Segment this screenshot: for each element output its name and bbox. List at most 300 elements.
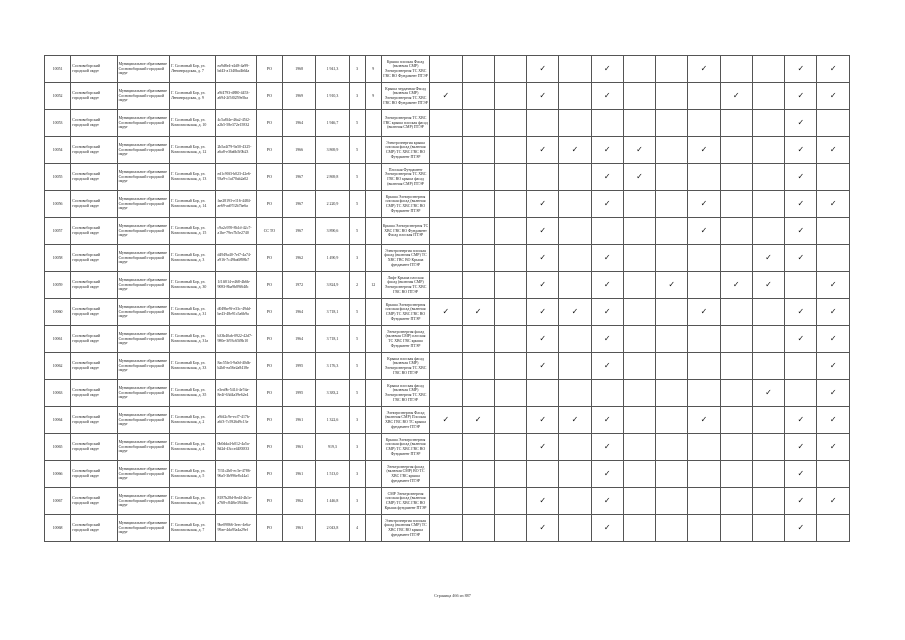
work-check-cell (527, 515, 559, 542)
work-check-cell (817, 218, 850, 245)
work-check-cell (494, 461, 526, 488)
work-check-cell (752, 83, 784, 110)
work-check-cell (494, 299, 526, 326)
address-cell: Г. Сосновый Бор, ул. Ленинградская, д. 7 (170, 56, 216, 83)
work-check-cell (462, 272, 494, 299)
work-check-cell (430, 218, 462, 245)
work-check-cell (720, 461, 752, 488)
work-check-cell (559, 353, 591, 380)
guid-cell: ea9d8e4-e2d8-4a99-bd43-a1340ba4b64a (216, 56, 256, 83)
work-check-cell (785, 488, 817, 515)
work-check-cell (656, 164, 688, 191)
check-icon: ✓ (539, 414, 547, 424)
work-check-cell (430, 272, 462, 299)
work-check-cell (656, 515, 688, 542)
work-check-cell (752, 380, 784, 407)
address-cell: Г. Сосновый Бор, ул. Комсомольская, д. 12 (170, 137, 216, 164)
year-cell: 1967 (283, 191, 316, 218)
work-check-cell (817, 245, 850, 272)
work-check-cell (559, 191, 591, 218)
work-check-cell (559, 515, 591, 542)
works-list-cell: Крыша Электроэнергия плоская фасад (включая СМР) ТС ХВС ГВС ВО Фундамент ПТЭР (381, 191, 429, 218)
work-check-cell (462, 380, 494, 407)
work-check-cell (720, 245, 752, 272)
work-check-cell (430, 164, 462, 191)
work-check-cell (688, 191, 720, 218)
work-check-cell (591, 272, 623, 299)
work-check-cell (688, 164, 720, 191)
work-check-cell (752, 461, 784, 488)
works-list-cell: Электроэнергия плоская фасад (включая СМР) ТС ХВС ГВС ВО Крыша фундамент ПТЭР (381, 245, 429, 272)
work-check-cell (817, 56, 850, 83)
floors-cell: 3 (349, 434, 365, 461)
row-number: 10066 (45, 461, 71, 488)
work-check-cell (656, 245, 688, 272)
work-check-cell (656, 326, 688, 353)
region-cell: Сосновоборский городской округ (71, 299, 117, 326)
year-cell: 1969 (283, 83, 316, 110)
check-icon: ✓ (603, 144, 611, 154)
work-check-cell (559, 110, 591, 137)
region-cell: Сосновоборский городской округ (71, 56, 117, 83)
address-cell: Г. Сосновый Бор, ул. Комсомольская, д. 30 (170, 272, 216, 299)
work-check-cell (527, 272, 559, 299)
work-check-cell (688, 434, 720, 461)
work-check-cell (462, 488, 494, 515)
work-check-cell (462, 245, 494, 272)
fund-type-cell: РО (256, 83, 282, 110)
work-check-cell (817, 137, 850, 164)
work-check-cell (817, 461, 850, 488)
work-check-cell (527, 83, 559, 110)
work-check-cell (494, 56, 526, 83)
check-icon: ✓ (603, 63, 611, 73)
year-cell: 1967 (283, 218, 316, 245)
work-check-cell (720, 218, 752, 245)
check-icon: ✓ (700, 414, 708, 424)
year-cell: 1962 (283, 245, 316, 272)
check-icon: ✓ (829, 387, 837, 397)
work-check-cell (494, 137, 526, 164)
work-check-cell (656, 353, 688, 380)
check-icon: ✓ (797, 117, 805, 127)
work-check-cell (591, 407, 623, 434)
work-check-cell (688, 515, 720, 542)
work-check-cell (494, 488, 526, 515)
fund-type-cell: РО (256, 245, 282, 272)
fund-type-cell: РО (256, 110, 282, 137)
work-check-cell (559, 218, 591, 245)
municipality-cell: Муниципальное образование Сосновоборский городской округ (117, 434, 169, 461)
entrances-cell (365, 434, 381, 461)
municipality-cell: Муниципальное образование Сосновоборский городской округ (117, 56, 169, 83)
entrances-cell (365, 353, 381, 380)
work-check-cell (623, 299, 655, 326)
work-check-cell (785, 326, 817, 353)
address-cell: Г. Сосновый Бор, ул. Комсомольская, д. 31а (170, 326, 216, 353)
work-check-cell (817, 110, 850, 137)
work-check-cell (494, 245, 526, 272)
work-check-cell (656, 380, 688, 407)
year-cell: 1961 (283, 434, 316, 461)
check-icon: ✓ (636, 144, 643, 154)
work-check-cell (817, 299, 850, 326)
work-check-cell (752, 515, 784, 542)
table-row (45, 380, 850, 407)
check-icon: ✓ (797, 306, 805, 316)
municipality-cell: Муниципальное образование Сосновоборский городской округ (117, 245, 169, 272)
check-icon: ✓ (603, 414, 611, 424)
work-check-cell (752, 272, 784, 299)
municipality-cell: Муниципальное образование Сосновоборский городской округ (117, 218, 169, 245)
work-check-cell (785, 191, 817, 218)
work-check-cell (752, 299, 784, 326)
works-list-cell: Электроэнергия Фасад (включая СМР) Плоская ХВС ГВС ВО ТС крыша фундамент ПТЭР (381, 407, 429, 434)
work-check-cell (494, 191, 526, 218)
work-check-cell (462, 326, 494, 353)
table-row (45, 434, 850, 461)
address-cell: Г. Сосновый Бор, ул. Ленинградская, д. 9 (170, 83, 216, 110)
work-check-cell (688, 272, 720, 299)
works-list-cell: Крыша плоская фасад (включая СМР) Электроэнергия ТС ХВС ГВС ВО ПТЭР (381, 380, 429, 407)
work-check-cell (720, 299, 752, 326)
area-cell: 3 824,9 (316, 272, 349, 299)
address-cell: Г. Сосновый Бор, ул. Комсомольская, д. 4 (170, 434, 216, 461)
work-check-cell (494, 434, 526, 461)
area-cell: 1 490,9 (316, 245, 349, 272)
check-icon: ✓ (797, 90, 805, 100)
work-check-cell (559, 272, 591, 299)
page-footer: Страница 466 из 887 (434, 593, 471, 598)
work-check-cell (720, 353, 752, 380)
floors-cell: 5 (349, 299, 365, 326)
work-check-cell (559, 137, 591, 164)
floors-cell: 4 (349, 515, 365, 542)
check-icon: ✓ (539, 144, 547, 154)
entrances-cell (365, 515, 381, 542)
region-cell: Сосновоборский городской округ (71, 461, 117, 488)
check-icon: ✓ (603, 333, 611, 343)
work-check-cell (656, 461, 688, 488)
table-row (45, 218, 850, 245)
area-cell: 1 513,0 (316, 461, 349, 488)
region-cell: Сосновоборский городской округ (71, 515, 117, 542)
floors-cell: 5 (349, 164, 365, 191)
check-icon: ✓ (539, 360, 547, 370)
work-check-cell (720, 326, 752, 353)
check-icon: ✓ (603, 198, 611, 208)
works-list-cell: Электроэнергия плоская фасад (включая СМР) ТС ХВС ГВС ВО крыша фундамент ПТЭР (381, 515, 429, 542)
row-number: 10061 (45, 326, 71, 353)
floors-cell: 3 (349, 245, 365, 272)
work-check-cell (785, 83, 817, 110)
check-icon: ✓ (571, 306, 579, 316)
work-check-cell (752, 137, 784, 164)
work-check-cell (591, 191, 623, 218)
table-row (45, 488, 850, 515)
work-check-cell (720, 380, 752, 407)
work-check-cell (656, 407, 688, 434)
work-check-cell (494, 110, 526, 137)
works-list-cell: Электроэнергия ТС ХВС ГВС крыша плоская фасад (включая СМР) ПТЭР (381, 110, 429, 137)
work-check-cell (688, 461, 720, 488)
row-number: 10056 (45, 191, 71, 218)
work-check-cell (430, 515, 462, 542)
works-list-cell: Электроэнергия фасад (включая СМР) плоская ТС ХВС ГВС крыша Фундамент ПТЭР (381, 326, 429, 353)
work-check-cell (817, 380, 850, 407)
work-check-cell (720, 56, 752, 83)
guid-cell: 8187b28d-8ed4-4b1e-a768-c84f6e3944bc (216, 488, 256, 515)
region-cell: Сосновоборский городской округ (71, 488, 117, 515)
row-number: 10055 (45, 164, 71, 191)
work-check-cell (462, 218, 494, 245)
row-number: 10052 (45, 83, 71, 110)
guid-cell: c9a2c959-8b1d-42c7-a1be-79ec7b5e2740 (216, 218, 256, 245)
guid-cell: 9be09866-3eec-4e6a-99ae-4da93a4a29ef (216, 515, 256, 542)
fund-type-cell: РО (256, 488, 282, 515)
entrances-cell: 9 (365, 83, 381, 110)
works-list-cell: Электроэнергия фасад (включая СМР) ВО ТС ХВС ГВС крыша фундамент ПТЭР (381, 461, 429, 488)
check-icon: ✓ (539, 279, 547, 289)
work-check-cell (720, 110, 752, 137)
floors-cell: 5 (349, 218, 365, 245)
check-icon: ✓ (700, 225, 708, 235)
fund-type-cell: РО (256, 461, 282, 488)
work-check-cell (591, 83, 623, 110)
table-row (45, 326, 850, 353)
work-check-cell (527, 56, 559, 83)
row-number: 10068 (45, 515, 71, 542)
address-cell: Г. Сосновый Бор, ул. Комсомольская, д. 6 (170, 488, 216, 515)
work-check-cell (494, 218, 526, 245)
guid-cell: d049be9f-e33c-49dd-be43-48e91c5a6b9a (216, 299, 256, 326)
fund-type-cell: СС ТО (256, 218, 282, 245)
fund-type-cell: РО (256, 407, 282, 434)
work-check-cell (430, 407, 462, 434)
work-check-cell (494, 380, 526, 407)
work-check-cell (720, 83, 752, 110)
work-check-cell (785, 434, 817, 461)
work-check-cell (559, 407, 591, 434)
work-check-cell (623, 434, 655, 461)
work-check-cell (430, 191, 462, 218)
work-check-cell (591, 515, 623, 542)
work-check-cell (720, 137, 752, 164)
work-check-cell (559, 56, 591, 83)
work-check-cell (752, 110, 784, 137)
check-icon: ✓ (797, 522, 805, 532)
municipality-cell: Муниципальное образование Сосновоборский городской округ (117, 137, 169, 164)
fund-type-cell: РО (256, 515, 282, 542)
floors-cell: 3 (349, 407, 365, 434)
work-check-cell (591, 488, 623, 515)
check-icon: ✓ (700, 63, 708, 73)
check-icon: ✓ (732, 90, 740, 100)
municipality-cell: Муниципальное образование Сосновоборский городской округ (117, 353, 169, 380)
check-icon: ✓ (732, 279, 740, 289)
work-check-cell (785, 137, 817, 164)
check-icon: ✓ (571, 414, 579, 424)
check-icon: ✓ (442, 90, 450, 100)
guid-cell: e3ea9b-5414-4e7da-8e4f-63d4a39e62e4 (216, 380, 256, 407)
address-cell: Г. Сосновый Бор, ул. Комсомольская, д. 2 (170, 407, 216, 434)
work-check-cell (752, 434, 784, 461)
address-cell: Г. Сосновый Бор, ул. Комсомольская, д. 15 (170, 218, 216, 245)
floors-cell: 5 (349, 110, 365, 137)
fund-type-cell: РО (256, 272, 282, 299)
entrances-cell (365, 407, 381, 434)
work-check-cell (559, 299, 591, 326)
work-check-cell (817, 434, 850, 461)
fund-type-cell: РО (256, 353, 282, 380)
entrances-cell (365, 110, 381, 137)
housing-register-table (44, 55, 850, 542)
work-check-cell (494, 353, 526, 380)
work-check-cell (785, 353, 817, 380)
works-list-cell: Лифт Крыша плоская фасад (включая СМР) Электроэнергия ТС ХВС ГВС ВО ПТЭР (381, 272, 429, 299)
area-cell: 1 946,7 (316, 110, 349, 137)
work-check-cell (494, 326, 526, 353)
row-number: 10060 (45, 299, 71, 326)
area-cell: 919,3 (316, 434, 349, 461)
table-row (45, 83, 850, 110)
work-check-cell (752, 218, 784, 245)
work-check-cell (752, 326, 784, 353)
check-icon: ✓ (700, 198, 708, 208)
work-check-cell (623, 515, 655, 542)
address-cell: Г. Сосновый Бор, ул. Комсомольская, д. 14 (170, 191, 216, 218)
municipality-cell: Муниципальное образование Сосновоборский городской округ (117, 299, 169, 326)
work-check-cell (817, 407, 850, 434)
guid-cell: b33b40ab-0922-42d7-980e-3f93c65f8b10 (216, 326, 256, 353)
region-cell: Сосновоборский городской округ (71, 272, 117, 299)
area-cell: 2 869,8 (316, 164, 349, 191)
area-cell: 3 718,1 (316, 299, 349, 326)
check-icon: ✓ (797, 198, 805, 208)
works-list-cell: Электроэнергия крыша плоская фасад (включая СМР) ТС ХВС ГВС ВО Фундамент ПТЭР (381, 137, 429, 164)
work-check-cell (623, 272, 655, 299)
check-icon: ✓ (603, 306, 611, 316)
municipality-cell: Муниципальное образование Сосновоборский городской округ (117, 164, 169, 191)
area-cell: 1 446,8 (316, 488, 349, 515)
work-check-cell (656, 272, 688, 299)
work-check-cell (785, 380, 817, 407)
work-check-cell (494, 515, 526, 542)
work-check-cell (527, 326, 559, 353)
work-check-cell (817, 488, 850, 515)
work-check-cell (688, 326, 720, 353)
floors-cell: 3 (349, 56, 365, 83)
floors-cell: 5 (349, 326, 365, 353)
work-check-cell (656, 56, 688, 83)
region-cell: Сосновоборский городской округ (71, 137, 117, 164)
table-row (45, 164, 850, 191)
work-check-cell (817, 83, 850, 110)
floors-cell: 3 (349, 461, 365, 488)
area-cell: 2 220,9 (316, 191, 349, 218)
work-check-cell (527, 191, 559, 218)
region-cell: Сосновоборский городской округ (71, 380, 117, 407)
work-check-cell (720, 434, 752, 461)
work-check-cell (527, 164, 559, 191)
check-icon: ✓ (829, 144, 837, 154)
work-check-cell (688, 218, 720, 245)
work-check-cell (623, 83, 655, 110)
work-check-cell (462, 461, 494, 488)
work-check-cell (623, 407, 655, 434)
check-icon: ✓ (539, 441, 547, 451)
check-icon: ✓ (539, 495, 547, 505)
check-icon: ✓ (603, 90, 611, 100)
table-row (45, 407, 850, 434)
works-list-cell: Плоская Фундамент Электроэнергия ТС ХВС ГВС ВО крыша фасад (включая СМР) ПТЭР (381, 164, 429, 191)
work-check-cell (656, 83, 688, 110)
check-icon: ✓ (603, 360, 611, 370)
guid-cell: 8ac55fe3-9a0d-40db-b2b0-ea56e2a8418e (216, 353, 256, 380)
floors-cell: 3 (349, 488, 365, 515)
table-row (45, 272, 850, 299)
year-cell: 1995 (283, 353, 316, 380)
check-icon: ✓ (829, 306, 837, 316)
work-check-cell (720, 515, 752, 542)
work-check-cell (462, 434, 494, 461)
work-check-cell (591, 218, 623, 245)
area-cell: 1 910,3 (316, 83, 349, 110)
region-cell: Сосновоборский городской округ (71, 326, 117, 353)
check-icon: ✓ (603, 171, 611, 181)
entrances-cell (365, 245, 381, 272)
year-cell: 1964 (283, 110, 316, 137)
work-check-cell (720, 488, 752, 515)
year-cell: 1962 (283, 488, 316, 515)
work-check-cell (494, 272, 526, 299)
work-check-cell (527, 245, 559, 272)
work-check-cell (559, 461, 591, 488)
check-icon: ✓ (797, 441, 805, 451)
area-cell: 1 322,6 (316, 407, 349, 434)
check-icon: ✓ (765, 252, 772, 262)
work-check-cell (688, 353, 720, 380)
work-check-cell (623, 380, 655, 407)
entrances-cell (365, 380, 381, 407)
work-check-cell (785, 461, 817, 488)
work-check-cell (462, 299, 494, 326)
work-check-cell (462, 353, 494, 380)
row-number: 10065 (45, 434, 71, 461)
work-check-cell (430, 380, 462, 407)
check-icon: ✓ (829, 279, 837, 289)
work-check-cell (527, 353, 559, 380)
work-check-cell (623, 110, 655, 137)
work-check-cell (656, 218, 688, 245)
work-check-cell (656, 488, 688, 515)
work-check-cell (656, 299, 688, 326)
fund-type-cell: РО (256, 434, 282, 461)
work-check-cell (752, 164, 784, 191)
entrances-cell: 9 (365, 56, 381, 83)
work-check-cell (559, 380, 591, 407)
entrances-cell (365, 137, 381, 164)
work-check-cell (785, 407, 817, 434)
check-icon: ✓ (603, 468, 611, 478)
region-cell: Сосновоборский городской округ (71, 353, 117, 380)
fund-type-cell: РО (256, 164, 282, 191)
fund-type-cell: РО (256, 137, 282, 164)
work-check-cell (656, 137, 688, 164)
work-check-cell (688, 110, 720, 137)
work-check-cell (720, 407, 752, 434)
table-row (45, 137, 850, 164)
